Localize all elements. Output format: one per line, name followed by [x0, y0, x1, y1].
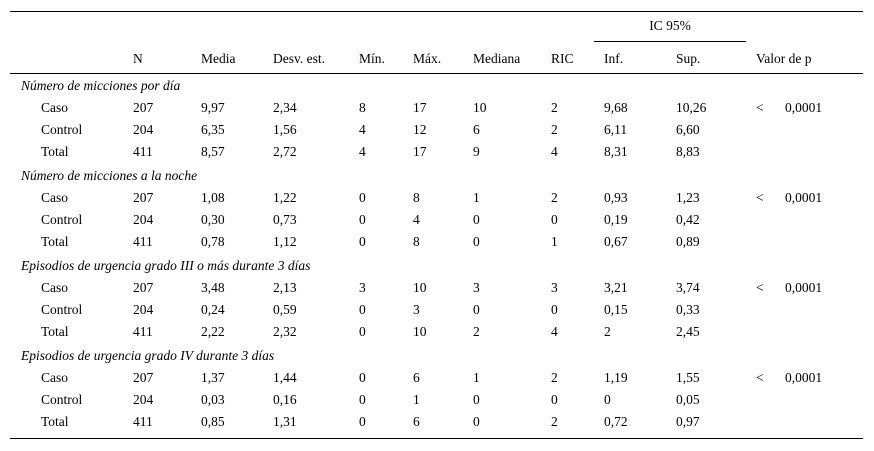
cell-n: 204 [133, 392, 154, 407]
cell-desv-est: 1,56 [273, 122, 297, 137]
cell-mediana: 0 [473, 212, 480, 227]
cell-max: 10 [413, 280, 427, 295]
column-header-max: Máx. [413, 51, 442, 66]
cell-ic-inf: 6,11 [604, 122, 628, 137]
cell-ric: 0 [551, 392, 558, 407]
cell-ic-inf: 1,19 [604, 370, 628, 385]
cell-ic-sup: 0,97 [676, 414, 700, 429]
cell-ic-inf: 0,93 [604, 190, 628, 205]
row-label: Caso [41, 370, 68, 385]
cell-p-sign: < [756, 100, 764, 115]
cell-max: 1 [413, 392, 420, 407]
cell-p-value: 0,0001 [785, 370, 823, 385]
cell-media: 3,48 [201, 280, 225, 295]
cell-desv-est: 2,34 [273, 100, 297, 115]
cell-mediana: 6 [473, 122, 480, 137]
row-label: Total [41, 414, 69, 429]
cell-p-value: 0,0001 [785, 100, 823, 115]
cell-mediana: 9 [473, 144, 480, 159]
cell-ic-sup: 10,26 [676, 100, 707, 115]
cell-max: 8 [413, 234, 420, 249]
cell-desv-est: 2,32 [273, 324, 297, 339]
cell-p-value: 0,0001 [785, 280, 823, 295]
cell-mediana: 10 [473, 100, 487, 115]
cell-min: 0 [359, 392, 366, 407]
cell-ic-inf: 8,31 [604, 144, 628, 159]
cell-ic-inf: 9,68 [604, 100, 628, 115]
cell-max: 4 [413, 212, 420, 227]
cell-media: 0,30 [201, 212, 225, 227]
cell-ric: 0 [551, 302, 558, 317]
cell-ic-inf: 0,15 [604, 302, 628, 317]
section-title: Episodios de urgencia grado III o más durante 3 días [21, 258, 311, 273]
cell-ic-sup: 1,55 [676, 370, 700, 385]
cell-n: 411 [133, 414, 153, 429]
cell-desv-est: 2,13 [273, 280, 297, 295]
cell-ic-sup: 6,60 [676, 122, 700, 137]
cell-n: 204 [133, 302, 154, 317]
cell-max: 6 [413, 414, 420, 429]
cell-media: 2,22 [201, 324, 225, 339]
cell-media: 0,24 [201, 302, 225, 317]
cell-ric: 2 [551, 122, 558, 137]
cell-max: 12 [413, 122, 427, 137]
cell-desv-est: 2,72 [273, 144, 297, 159]
header-bottom-rule [10, 73, 863, 74]
cell-media: 1,37 [201, 370, 225, 385]
cell-max: 6 [413, 370, 420, 385]
cell-max: 3 [413, 302, 420, 317]
cell-ic-sup: 2,45 [676, 324, 700, 339]
cell-ic-sup: 0,89 [676, 234, 700, 249]
cell-n: 411 [133, 144, 153, 159]
row-label: Control [41, 302, 83, 317]
cell-max: 8 [413, 190, 420, 205]
cell-p-value: 0,0001 [785, 190, 823, 205]
column-header-desv-est: Desv. est. [273, 51, 325, 66]
cell-mediana: 1 [473, 190, 480, 205]
cell-ic-inf: 0,19 [604, 212, 628, 227]
cell-min: 0 [359, 234, 366, 249]
cell-ic-sup: 3,74 [676, 280, 700, 295]
section-title: Número de micciones a la noche [21, 168, 198, 183]
row-label: Caso [41, 100, 68, 115]
ic-group-rule [594, 41, 746, 42]
section-title: Episodios de urgencia grado IV durante 3 días [21, 348, 275, 363]
cell-min: 0 [359, 414, 366, 429]
cell-ric: 2 [551, 190, 558, 205]
cell-max: 10 [413, 324, 427, 339]
row-label: Total [41, 324, 69, 339]
cell-mediana: 2 [473, 324, 480, 339]
cell-mediana: 0 [473, 234, 480, 249]
cell-min: 0 [359, 302, 366, 317]
cell-mediana: 0 [473, 302, 480, 317]
cell-min: 3 [359, 280, 366, 295]
cell-desv-est: 0,73 [273, 212, 297, 227]
cell-desv-est: 1,31 [273, 414, 297, 429]
cell-ic-inf: 3,21 [604, 280, 628, 295]
cell-n: 204 [133, 212, 154, 227]
cell-n: 411 [133, 324, 153, 339]
cell-min: 0 [359, 190, 366, 205]
cell-media: 0,78 [201, 234, 225, 249]
cell-media: 8,57 [201, 144, 225, 159]
cell-media: 1,08 [201, 190, 225, 205]
cell-ric: 4 [551, 144, 558, 159]
column-header-mediana: Mediana [473, 51, 521, 66]
cell-ic-inf: 2 [604, 324, 611, 339]
column-header-ric: RIC [551, 51, 574, 66]
cell-ic-sup: 0,33 [676, 302, 700, 317]
column-header-ic-sup: Sup. [676, 51, 701, 66]
cell-min: 0 [359, 212, 366, 227]
cell-p-sign: < [756, 370, 764, 385]
cell-min: 0 [359, 324, 366, 339]
cell-mediana: 3 [473, 280, 480, 295]
cell-min: 4 [359, 122, 366, 137]
cell-desv-est: 1,12 [273, 234, 297, 249]
cell-ic-inf: 0 [604, 392, 611, 407]
cell-mediana: 1 [473, 370, 480, 385]
cell-desv-est: 1,22 [273, 190, 297, 205]
cell-desv-est: 0,59 [273, 302, 297, 317]
cell-mediana: 0 [473, 414, 480, 429]
column-header-media: Media [201, 51, 236, 66]
cell-n: 411 [133, 234, 153, 249]
cell-n: 207 [133, 280, 154, 295]
row-label: Total [41, 144, 69, 159]
ic-95-header: IC 95% [649, 18, 691, 33]
cell-ric: 4 [551, 324, 558, 339]
cell-desv-est: 1,44 [273, 370, 297, 385]
cell-ic-sup: 1,23 [676, 190, 700, 205]
cell-n: 204 [133, 122, 154, 137]
cell-min: 4 [359, 144, 366, 159]
row-label: Total [41, 234, 69, 249]
column-header-ic-inf: Inf. [604, 51, 624, 66]
cell-min: 8 [359, 100, 366, 115]
cell-min: 0 [359, 370, 366, 385]
cell-n: 207 [133, 100, 154, 115]
column-header-n: N [133, 51, 143, 66]
cell-media: 0,03 [201, 392, 225, 407]
cell-media: 9,97 [201, 100, 225, 115]
cell-ic-sup: 0,05 [676, 392, 700, 407]
cell-ric: 2 [551, 370, 558, 385]
row-label: Control [41, 122, 83, 137]
section-title: Número de micciones por día [21, 78, 181, 93]
cell-ric: 2 [551, 414, 558, 429]
cell-p-sign: < [756, 190, 764, 205]
cell-ric: 3 [551, 280, 558, 295]
cell-ic-sup: 8,83 [676, 144, 700, 159]
cell-n: 207 [133, 370, 154, 385]
cell-ic-inf: 0,72 [604, 414, 628, 429]
row-label: Caso [41, 280, 68, 295]
cell-n: 207 [133, 190, 154, 205]
table-top-rule [10, 11, 863, 12]
cell-max: 17 [413, 100, 427, 115]
cell-max: 17 [413, 144, 427, 159]
cell-ic-inf: 0,67 [604, 234, 628, 249]
column-header-p-value: Valor de p [756, 51, 812, 66]
row-label: Control [41, 392, 83, 407]
cell-ric: 2 [551, 100, 558, 115]
cell-ric: 1 [551, 234, 558, 249]
column-header-min: Mín. [359, 51, 385, 66]
cell-ric: 0 [551, 212, 558, 227]
cell-media: 6,35 [201, 122, 225, 137]
table-bottom-rule [10, 438, 863, 439]
cell-ic-sup: 0,42 [676, 212, 700, 227]
row-label: Caso [41, 190, 68, 205]
cell-p-sign: < [756, 280, 764, 295]
row-label: Control [41, 212, 83, 227]
cell-media: 0,85 [201, 414, 225, 429]
cell-mediana: 0 [473, 392, 480, 407]
cell-desv-est: 0,16 [273, 392, 297, 407]
